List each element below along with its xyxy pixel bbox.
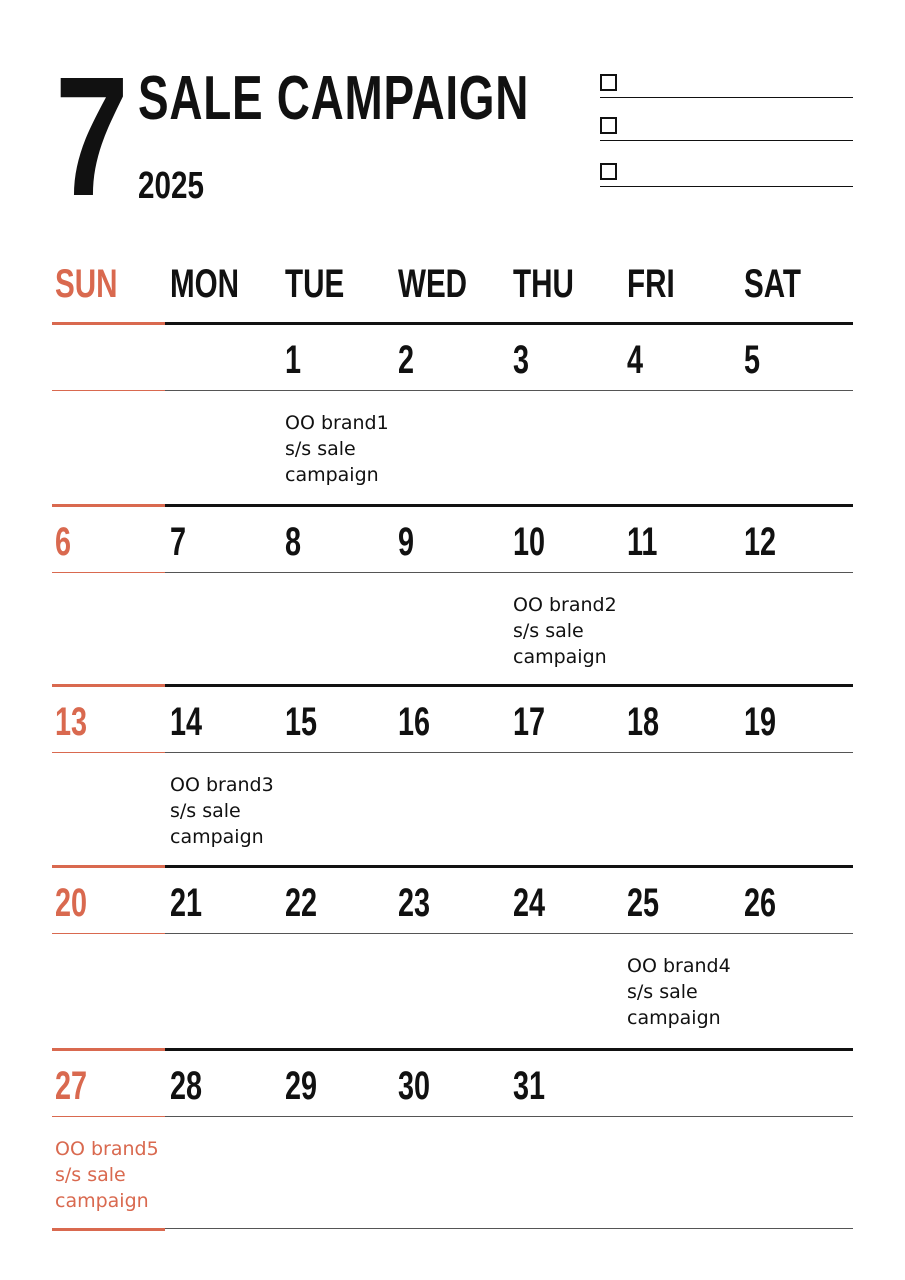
- day-number[interactable]: 25: [627, 881, 660, 925]
- event-text-line: campaign: [170, 826, 264, 848]
- day-number[interactable]: 11: [627, 520, 658, 564]
- day-number[interactable]: 1: [285, 338, 302, 382]
- date-underline: [165, 752, 853, 753]
- day-number[interactable]: 31: [513, 1064, 546, 1108]
- todo-item[interactable]: [600, 163, 853, 183]
- checkbox[interactable]: [600, 74, 617, 91]
- day-number[interactable]: 20: [55, 881, 88, 925]
- event-entry[interactable]: [513, 592, 625, 670]
- month-number: 7: [55, 42, 129, 232]
- weekday-label-sat: SAT: [744, 262, 802, 306]
- weekday-label-mon: MON: [170, 262, 240, 306]
- week-divider: [165, 504, 853, 507]
- event-text-line: s/s sale: [170, 800, 241, 822]
- day-number[interactable]: 15: [285, 700, 318, 744]
- day-number[interactable]: 10: [513, 520, 546, 564]
- day-number[interactable]: 6: [55, 520, 72, 564]
- day-number[interactable]: 8: [285, 520, 302, 564]
- date-underline: [165, 933, 853, 934]
- date-underline: [165, 390, 853, 391]
- weekday-label-fri: FRI: [627, 262, 675, 306]
- day-number[interactable]: 19: [744, 700, 777, 744]
- todo-item[interactable]: [600, 117, 853, 137]
- day-number[interactable]: 24: [513, 881, 546, 925]
- week-divider: [165, 684, 853, 687]
- week-divider-sunday: [52, 1048, 165, 1051]
- week-divider-sunday: [52, 504, 165, 507]
- weekday-label-thu: THU: [513, 262, 574, 306]
- event-entry[interactable]: [55, 1136, 167, 1214]
- date-underline-sunday: [52, 572, 165, 573]
- date-underline-sunday: [52, 390, 165, 391]
- day-number[interactable]: 2: [398, 338, 415, 382]
- day-number[interactable]: 14: [170, 700, 203, 744]
- day-number[interactable]: 23: [398, 881, 431, 925]
- date-underline-sunday: [52, 752, 165, 753]
- bottom-border-sunday: [52, 1228, 165, 1231]
- event-text-line: campaign: [285, 464, 379, 486]
- weekday-label-wed: WED: [398, 262, 468, 306]
- day-number[interactable]: 4: [627, 338, 644, 382]
- day-number[interactable]: 12: [744, 520, 777, 564]
- event-text-line: s/s sale: [285, 438, 356, 460]
- weekday-label-tue: TUE: [285, 262, 345, 306]
- todo-line: [600, 140, 853, 141]
- day-number[interactable]: 16: [398, 700, 431, 744]
- todo-item[interactable]: [600, 74, 853, 94]
- day-number[interactable]: 29: [285, 1064, 318, 1108]
- date-underline-sunday: [52, 1116, 165, 1117]
- event-text-line: campaign: [627, 1007, 721, 1029]
- event-text-line: OO brand2: [513, 594, 617, 616]
- week-divider: [165, 322, 853, 325]
- day-number[interactable]: 13: [55, 700, 88, 744]
- day-number[interactable]: 5: [744, 338, 761, 382]
- week-divider: [165, 1048, 853, 1051]
- page-title: SALE CAMPAIGN: [138, 64, 530, 133]
- todo-line: [600, 97, 853, 98]
- date-underline-sunday: [52, 933, 165, 934]
- day-number[interactable]: 21: [170, 881, 203, 925]
- date-underline: [165, 572, 853, 573]
- event-entry[interactable]: [285, 410, 397, 488]
- event-text-line: campaign: [513, 646, 607, 668]
- event-text-line: OO brand5: [55, 1138, 159, 1160]
- day-number[interactable]: 18: [627, 700, 660, 744]
- event-text-line: s/s sale: [627, 981, 698, 1003]
- checkbox[interactable]: [600, 117, 617, 134]
- day-number[interactable]: 22: [285, 881, 318, 925]
- day-number[interactable]: 30: [398, 1064, 431, 1108]
- event-entry[interactable]: [627, 953, 739, 1031]
- event-text-line: campaign: [55, 1190, 149, 1212]
- day-number[interactable]: 26: [744, 881, 777, 925]
- day-number[interactable]: 3: [513, 338, 530, 382]
- week-divider-sunday: [52, 322, 165, 325]
- event-entry[interactable]: [170, 772, 282, 850]
- event-text-line: OO brand4: [627, 955, 731, 977]
- day-number[interactable]: 17: [513, 700, 546, 744]
- event-text-line: s/s sale: [55, 1164, 126, 1186]
- day-number[interactable]: 7: [170, 520, 187, 564]
- day-number[interactable]: 9: [398, 520, 415, 564]
- week-divider: [165, 865, 853, 868]
- day-number[interactable]: 27: [55, 1064, 88, 1108]
- todo-line: [600, 186, 853, 187]
- event-text-line: OO brand3: [170, 774, 274, 796]
- date-underline: [165, 1116, 853, 1117]
- year-label: 2025: [138, 165, 204, 207]
- weekday-label-sun: SUN: [55, 262, 118, 306]
- event-text-line: s/s sale: [513, 620, 584, 642]
- event-text-line: OO brand1: [285, 412, 389, 434]
- day-number[interactable]: 28: [170, 1064, 203, 1108]
- checkbox[interactable]: [600, 163, 617, 180]
- bottom-border: [165, 1228, 853, 1229]
- week-divider-sunday: [52, 684, 165, 687]
- week-divider-sunday: [52, 865, 165, 868]
